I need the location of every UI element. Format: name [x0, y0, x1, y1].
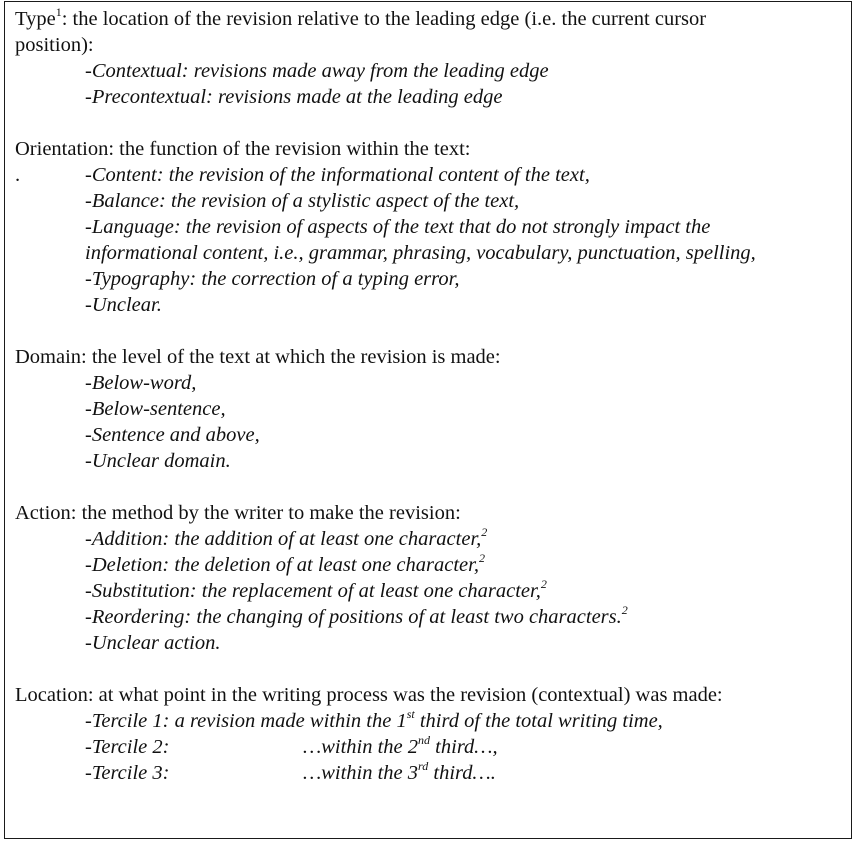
action-item-reordering-text: -Reordering: the changing of positions of at least two characters. — [85, 606, 622, 628]
orientation-item-balance: -Balance: the revision of a stylistic aspect of the text, — [85, 190, 520, 212]
tercile-1-post: third of the total writing time, — [414, 710, 663, 732]
orientation-item-content-text: -Content: the revision of the informational content of the text, — [85, 164, 590, 186]
orientation-item-unclear: -Unclear. — [85, 294, 162, 316]
footnote-ref-2: 2 — [621, 603, 628, 618]
action-item-reordering — [15, 604, 845, 630]
footnote-ref-1: 1 — [55, 5, 62, 20]
footnote-ref-2: 2 — [540, 577, 547, 592]
orientation-item-typography: -Typography: the correction of a typing error, — [85, 268, 460, 290]
tercile-2-post: third…, — [430, 736, 498, 758]
tercile-3-label: -Tercile 3: — [85, 762, 170, 784]
stray-dot: . — [15, 164, 21, 186]
action-item-deletion — [15, 552, 845, 578]
type-term: Type — [15, 8, 56, 30]
domain-item-sentence-above: -Sentence and above, — [85, 424, 260, 446]
tercile-1-sup: st — [406, 707, 415, 722]
orientation-header: Orientation: the function of the revision within the text: — [15, 138, 471, 160]
location-header: Location: at what point in the writing process was the revision (contextual) was made: — [15, 684, 723, 706]
type-description-continued: position): — [15, 34, 94, 56]
tercile-2-pre: …within the 2 — [303, 736, 419, 758]
action-item-unclear-text: -Unclear action. — [85, 632, 221, 654]
tercile-3-post: third…. — [428, 762, 496, 784]
action-item-deletion-text: -Deletion: the deletion of at least one character, — [85, 554, 479, 576]
tercile-2-label: -Tercile 2: — [85, 736, 170, 758]
type-item-contextual: -Contextual: revisions made away from the leading edge — [85, 60, 549, 82]
action-item-addition — [15, 526, 845, 552]
location-tercile-3 — [15, 760, 845, 786]
tercile-3-sup: rd — [418, 759, 429, 774]
footnote-ref-2: 2 — [481, 525, 488, 540]
type-header — [15, 6, 845, 32]
orientation-item-language: -Language: the revision of aspects of the text that do not strongly impact the — [85, 216, 711, 238]
action-item-substitution — [15, 578, 845, 604]
location-tercile-1 — [15, 708, 845, 734]
domain-header: Domain: the level of the text at which the revision is made: — [15, 346, 501, 368]
type-description: : the location of the revision relative to the leading edge (i.e. the current cursor — [61, 8, 707, 30]
action-item-substitution-text: -Substitution: the replacement of at least one character, — [85, 580, 541, 602]
tercile-1-pre: -Tercile 1: a revision made within the 1 — [85, 710, 407, 732]
domain-item-unclear: -Unclear domain. — [85, 450, 231, 472]
revision-coding-scheme — [15, 6, 845, 786]
domain-item-below-word: -Below-word, — [85, 372, 197, 394]
orientation-item-language-continued: informational content, i.e., grammar, phrasing, vocabulary, punctuation, spelling, — [85, 242, 756, 264]
action-header: Action: the method by the writer to make the revision: — [15, 502, 461, 524]
footnote-ref-2: 2 — [478, 551, 485, 566]
action-item-unclear — [15, 630, 845, 656]
tercile-2-sup: nd — [418, 733, 431, 748]
orientation-item-content — [15, 162, 845, 188]
domain-item-below-sentence: -Below-sentence, — [85, 398, 226, 420]
tercile-3-pre: …within the 3 — [303, 762, 419, 784]
location-tercile-2 — [15, 734, 845, 760]
type-item-precontextual: -Precontextual: revisions made at the leading edge — [85, 86, 503, 108]
action-item-addition-text: -Addition: the addition of at least one character, — [85, 528, 482, 550]
